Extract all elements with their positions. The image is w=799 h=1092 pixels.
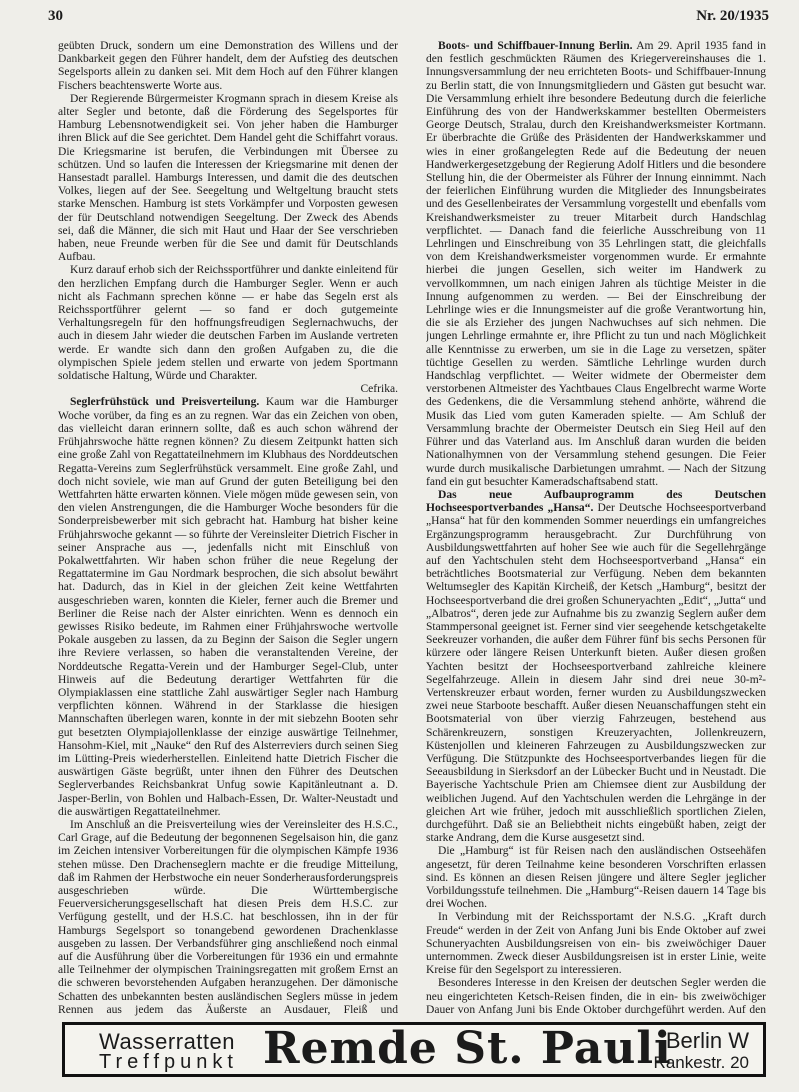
paragraph: Die „Hamburg“ ist für Reisen nach den ausländischen Ostseehäfen angesetzt, für deren Teilnahme keine besonderen Vorschriften erlassen sind. Es können an diesen Reisen jüngere und ältere Segler jeglicher Vorbildungsstufe teilnehmen. Die „Hamburg“-Reisen dauern 14 Tage bis drei Wochen. (426, 845, 766, 911)
paragraph: Im Anschluß an die Preisverteilung wies der Vereinsleiter des H.S.C., Carl Grage, auf die Bedeutung der begonnenen Segelsaison hin, die ganz im Zeichen intensiver Vorbereitungen für die olympischen Kämpfe 1936 stehen müsse. Den Drachenseglern machte er die freudige Mitteilung, daß im Rahmen der Herbstwoche ein neuer Sonderherausforderungspreis ausgeschrieben würde. Die Württembergische Feuerversicherungsgesellschaft hat diesen Preis dem H.S.C. zur Verfügung gestellt, und der H.S.C. hat beschlossen, ihn in der für Hamburgs Segelsport so tonangebend gewordenen Drachenklasse ausgeben zu lassen. Der Verbandsführer ging anschließend noch einmal auf die Ausführung über die Vorbereitungen für 1936 ein und ermahnte alle Teilnehmer der olympischen Trainingsregatten mit großem Ernst an die schweren bevorstehenden Aufgaben heranzugehen. Der dämonische Schatten des unbekannten besten ausländischen Seglers müsse in jedem Rennen aus jedem das Äußerste an Ausdauer, Fleiß und (58, 818, 398, 1016)
paragraph: Kurz darauf erhob sich der Reichssportführer und dankte einleitend für den herzlichen Empfang durch die Hamburger Segler. Wenn er auch nicht als Fachmann sprechen könne — er habe das Segeln erst als Reichssportführer gelernt — so fand er doch gutgemeinte Verhaltungsregeln für den hoffnungsfreudigen Seglernachwuchs, der auch in diesem Jahr wieder die deutschen Farben im Auslande vertreten werde. Er wandte sich dann den großen Aufgaben zu, die die olympischen Spiele jedem stellen und erwarte von jedem Sportmann soldatische Haltung, Würde und Charakter. (58, 264, 398, 383)
paragraph: Besonderes Interesse in den Kreisen der deutschen Segler werden die neu eingerichteten Ketsch-Reisen finden, die in ein- bis zweiwöchiger Dauer von Anfang Juni bis Ende Oktober durchgeführt werden. Auf den (426, 977, 766, 1016)
paragraph (426, 40, 766, 489)
ad-street: Rankestr. 20 (653, 1053, 749, 1072)
section-heading: Das neue Aufbauprogramm des Deutschen Hochseesportverbandes „Hansa“. (426, 488, 766, 515)
ad-brand: Remde St. Pauli (263, 1023, 672, 1074)
advertisement (62, 1022, 766, 1077)
signature: Cefrika. (360, 383, 398, 396)
paragraph-text: Der Deutsche Hochseesportverband „Hansa“ hat für den kommenden Sommer neuerdings ein umfangreiches Ergänzungsprogramm herausgebracht. Zur Durchführung von Ausbildungswettfahrten auf hoher See wie auch für die Segellehrgänge auf den Yachtschulen steht dem Hochseesportverband „Hansa“ ein beträchtliches Bootsmaterial zur Verfügung. Neben dem bekannten Weltumsegler des Kapitän Kircheiß, der Ketsch „Hamburg“, besitzt der Hochseesportverband die drei großen Schuneryachten „Edit“, „Jutta“ und „Albatros“, deren jede zur Aufnahme bis zu zwanzig Seglern außer dem Stammpersonal geeignet ist. Ferner sind vier seegehende ketschgetakelte Seekreuzer vorhanden, die außer dem Führer fünf bis sechs Personen für kürzere oder längere Reisen Unterkunft bieten. Außer diesen großen Yachten besitzt der Hochseesportverband zahlreiche kleinere Segelfahrzeuge. Allein in diesem Jahr sind drei neue 30-m²-Vertenskreuzer erbaut worden, ferner wurden zu Ausbildungszwecken zwei neue Starboote beschafft. Außer diesen Neuanschaffungen steht ein Bootsmaterial von über vierzig Fahrzeugen, bestehend aus Schärenkreuzern, sonstigen Kreuzeryachten, Jollenkreuzern, Küstenjollen und kleineren Fahrzeugen zu Ausbildungszwecken zur Verfügung. Die Stützpunkte des Hochseesportverbandes liegen für die Seeausbildung in Sierksdorf an der Lübecker Bucht und in Neustadt. Die Bayerische Yachtschule Prien am Chiemsee dient zur Ausbildung der weiblichen Jugend. Auf den Yachtschulen werden die Lehrgänge in der gleichen Art wie früher, jedoch mit ausschließlich sportlichen Zielen, durchgeführt. Daß sie an Beliebtheit nichts eingebüßt haben, zeigt der starke Andrang, dem die Kurse ausgesetzt sind. (426, 502, 766, 845)
paragraph-text: Kaum war die Hamburger Woche vorüber, da fing es an zu regnen. War das ein Zeichen von oben, das vielleicht daran erinnern sollte, daß es auch schon während der Frühjahrswoche hätte regnen können? Zu diesem Zeitpunkt hatten sich eine große Zahl von Regattateilnehmern im Klubhaus des Norddeutschen Regatta-Vereins zum Seglerfrühstück versammelt. Eine große Zahl, und doch nicht soviele, wie man auf Grund der guten Beteiligung bei den Wettfahrten hätte erwarten können. Viele mögen müde gewesen sein, von den vielen Anstrengungen, die die Hamburger Woche besonders für die Sonderpreisbewerber mit sich gebracht hat. Hamburg hat bisher keine Frühjahrswoche gekannt — so führte der Vereinsleiter Dietrich Fischer in seiner Ansprache aus —, jedenfalls nicht mit Einschluß von Pokalwettfahrten. Wir haben schon früher die neue Regelung der Regattatermine im Gau Nordmark besprochen, die sich absolut bewährt hat. Dadurch, das in Kiel in der gleichen Zeit keine Wettfahrten ausgeschrieben waren, konnten die Kieler, ferner auch die Bremer und Berliner die Reise nach der Alster einrichten. Wenn es dennoch ein gewisses Risiko bedeute, im Rahmen einer Frühjahrswoche wertvolle Pokale ausgeben zu lassen, da zu Beginn der Saison die Segler ungern ihre Reviere verlassen, so haben die veranstaltenden Vereine, der Norddeutsche Regatta-Verein und der Hamburger Segel-Club, unter Hinweis auf die Bedeutung derartiger Wettfahrten für die Olympiaklassen eine stattliche Zahl auswärtiger Segler nach Hamburg verpflichten können. Während in der Starklasse die hiesigen Mannschaften überlegen waren, konnte in der mit siebzehn Booten sehr gut besetzten Olympiajollenklasse der einzige auswärtige Teilnehmer, Hansohm-Kiel, mit „Nauke“ den Ruf des Alsterreviers durch seinen Sieg im Lütting-Preis wiederherstellen. Einleitend hatte Dietrich Fischer die auswärtigen Gäste begrüßt, unter ihnen den Führer des Deutschen Seglerverbandes Reichsbankrat Unfug sowie Kapitänleutnant a. D. Jasper-Berlin, von Bohlen und Halbach-Essen, Dr. Walter-Neustadt und die auswärtigen Regattateilnehmer. (58, 396, 398, 818)
page-number: 30 (48, 8, 63, 24)
right-column (426, 40, 766, 1016)
ad-line-1: Wasserratten (99, 1029, 236, 1054)
paragraph (426, 489, 766, 845)
section-heading: Seglerfrühstück und Preisverteilung. (70, 396, 260, 409)
ad-city: Berlin W (665, 1028, 749, 1053)
paragraph: Der Regierende Bürgermeister Krogmann sprach in diesem Kreise als alter Segler und betonte, daß die Förderung des Segelsportes für Hamburg Lebensnotwendigkeit sei. Von jeher haben die Hamburger ihren Blick auf die See gerichtet. Dem Handel geht die Schiffahrt voraus. Die Kriegsmarine ist berufen, die Verbindungen mit Übersee zu schützen. Und so laufen die Interessen der Kriegsmarine mit denen der Hansestadt parallel. Hamburgs Interessen, und damit die des deutschen Volkes, liegen auf der See. Seegeltung und Weltgeltung braucht stets starke Menschen. Hamburg ist stets Vorkämpfer und Vorposten gewesen der für Deutschland notwendigen Seegeltung. Der Zweck des Abends sei, daß die Männer, die sich mit Haut und Haar der See verschrieben haben, neue Freunde werben für die See und damit für Deutschlands Aufbau. (58, 92, 398, 264)
paragraph: geübten Druck, sondern um eine Demonstration des Willens und der Dankbarkeit gegen den Führer handelt, dem der Aufstieg des deutschen Segelsports allein zu danken sei. Mit dem Hoch auf den Führer klangen Fischers beachtenswerte Worte aus. (58, 40, 398, 92)
paragraph (58, 396, 398, 819)
ad-line-2: Treffpunkt (99, 1051, 238, 1073)
paragraph: In Verbindung mit der Reichssportamt der N.S.G. „Kraft durch Freude“ werden in der Zeit von Anfang Juni bis Ende Oktober auf zwei Schuneryachten Ausbildungsreisen von ein- bis zweiwöchiger Dauer unternommen. Zweck dieser Ausbildungsreisen ist in erster Linie, weite Kreise für den Segelsport zu interessieren. (426, 911, 766, 977)
page-header (48, 8, 769, 28)
paragraph-text: Am 29. April 1935 fand in den festlich geschmückten Räumen des Kriegervereinshauses die 1. Innungsversammlung der neu errichteten Boots- und Schiffbauer-Innung zu Berlin statt, die von Innungsmitgliedern und Gästen gut besucht war. Die Versammlung erhielt ihre besondere Bedeutung durch die feierliche Einführung des von der Handwerkskammer bestellten Obermeisters George Deutsch, Stralau, durch den Kreishandwerksmeister Kortmann. Er überbrachte die Grüße des Präsidenten der Handwerkskammer und wies in einer großangelegten Rede auf die Bedeutung der neuen Handwerkergesetzgebung der Regierung Adolf Hitlers und die besondere Stellung hin, die der Obermeister als Führer der Innung einnimmt. Nach der feierlichen Einführung wurden die Mitglieder des Innungsbeirates und des Gesellenbeirates der Versammlung vorgestellt und ebenfalls vom Kreishandwerksmeister zu treuer Mitarbeit durch Handschlag verpflichtet. — Danach fand die feierliche Ausschreibung von 11 Lehrlingen und Einschreibung von 35 Lehrlingen statt, die gleichfalls von dem Kreishandwerksmeister vorgenommen wurde. Er ermahnte hierbei die jungen Gesellen, sich weiter im Handwerk zu vervollkommnen, um nach einigen Jahren als tüchtige Meister in die Innung aufgenommen zu werden. — Bei der Einschreibung der Lehrlinge wies er die Innungsmeister auf die große Verantwortung hin, die sie als Erzieher des jungen Nachwuchses auf sich nehmen. Die jungen Lehrlinge ermahnte er, ihre Pflicht zu tun und nach Möglichkeit alle Kenntnisse zu erwerben, um sie in die Lage zu versetzen, später tüchtige Gesellen zu werden. Sämtliche Lehrlinge wurden durch Handschlag verpflichtet. — Weiter widmete der Obermeister dem verstorbenen Altmeister des Yachtbaues Claus Engelbrecht warme Worte des Gedenkens, die die Versammlung stehend anhörte, während die Musik das Lied vom guten Kameraden spielte. — Am Schluß der Versammlung brachte der Obermeister Deutsch ein Sieg Heil auf den Führer und das Vaterland aus. Im Anschluß daran wurden die beiden Nationalhymnen von der Versammlung stehend gesungen. Die Feier wurde durch musikalische Darbietungen umrahmt. — Nach der Sitzung fand ein gut besuchter Kameradschaftsabend statt. (426, 40, 766, 488)
left-column (58, 40, 398, 1016)
section-heading: Boots- und Schiffbauer-Innung Berlin. (438, 40, 633, 52)
issue-number: Nr. 20/1935 (696, 8, 769, 24)
